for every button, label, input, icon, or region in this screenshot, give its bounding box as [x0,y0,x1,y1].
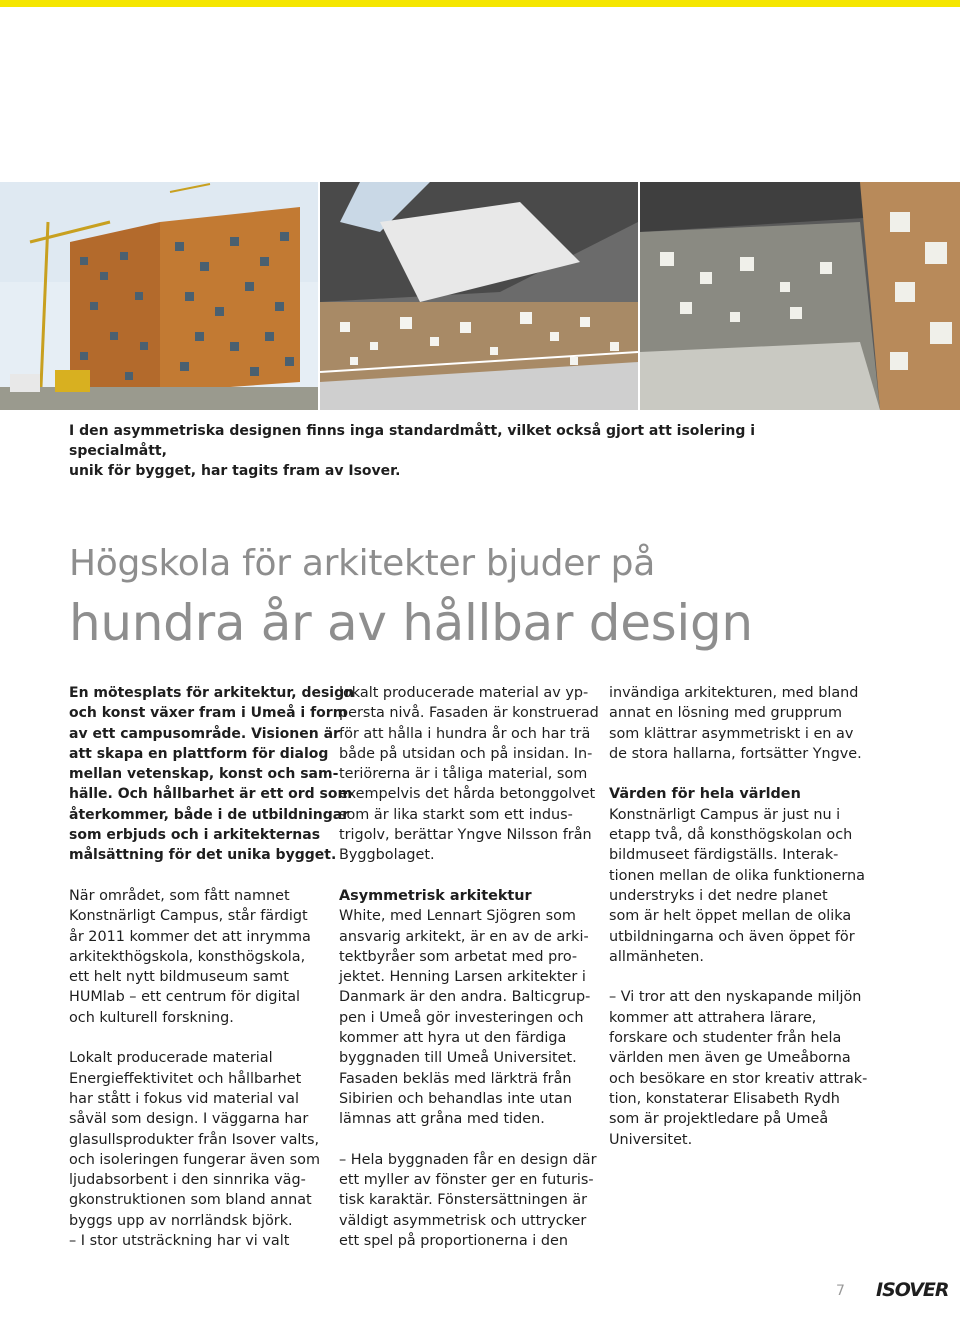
text-column-2 [339,683,599,1251]
text-line: ljudabsorbent i den sinnrika väg- [69,1172,306,1189]
text-line: de stora hallarna, fortsätter Yngve. [609,745,862,762]
text-line: gkonstruktionen som bland annat [69,1192,312,1209]
text-line: trigolv, berättar Yngve Nilsson från [339,827,592,844]
text-line: Sibirien och behandlas inte utan [339,1090,573,1107]
text-line: En mötesplats för arkitektur, design [69,685,355,701]
text-line: som erbjuds och i arkitekternas [69,827,321,844]
text-line: HUMlab – ett centrum för digital [69,989,301,1006]
lead-paragraph [69,683,355,866]
body-paragraph [69,886,319,1028]
caption-line: unik för bygget, har tagits fram av Isover. [69,463,401,479]
text-column-3 [609,683,869,1150]
text-line: När området, som fått namnet [69,887,290,904]
text-line: byggs upp av norrländsk björk. [69,1212,293,1229]
text-line: och konst växer fram i Umeå i form [69,705,348,722]
text-line: Konstnärligt Campus är just nu i [609,806,841,823]
text-line: utbildningarna och även öppet för [609,928,855,945]
text-line: ett myller av fönster ger en futuris- [339,1172,594,1189]
text-line: att skapa en plattform för dialog [69,745,329,762]
text-line: ett spel på proportionerna i den [339,1233,568,1250]
body-paragraph [69,1048,319,1251]
text-line: jektet. Henning Larsen arkitekter i [339,969,586,986]
section-subheading: Värden för hela världen [609,786,801,803]
body-paragraph [609,683,869,764]
text-line: ett helt nytt bildmuseum samt [69,969,289,986]
section-subheading: Asymmetrisk arkitektur [339,887,532,904]
photo-interior-atrium [320,182,638,410]
text-line: Universitet. [609,1131,693,1148]
text-line: mellan vetenskap, konst och sam- [69,766,339,783]
text-line: exempelvis det hårda betonggolvet [339,786,596,803]
photo-building-exterior [0,182,318,410]
text-line: världen men även ge Umeåborna [609,1050,851,1067]
text-line: Fasaden bekläs med lärkträ från [339,1070,572,1087]
top-accent-bar [0,0,960,7]
text-line: kommer att attrahera lärare, [609,1009,817,1026]
body-paragraph [339,906,594,1129]
text-line: understryks i det nedre planet [609,887,828,904]
text-line: bildmuseet färdigställs. Interak- [609,847,839,864]
text-line: hälle. Och hållbarhet är ett ord som [69,786,353,803]
text-line: tektbyråer som arbetat med pro- [339,948,578,965]
text-line: kommer att hyra ut den färdiga [339,1030,567,1047]
text-column-1 [69,683,355,1251]
text-line: glasullsprodukter från Isover valts, [69,1131,320,1148]
text-line: tionen mellan de olika funktionerna [609,867,865,884]
text-line: Lokalt producerade material [69,1050,273,1067]
headline-line-1: Högskola för arkitekter bjuder på [69,543,655,584]
text-line: etapp två, då konsthögskolan och [609,827,853,844]
text-line: – Hela byggnaden får en design där [339,1151,597,1168]
text-line: – Vi tror att den nyskapande miljön [609,989,862,1006]
logo-text: ISOVER [876,1279,949,1301]
body-paragraph [609,805,869,967]
text-line: och besökare en stor kreativ attrak- [609,1070,868,1087]
photo-caption [69,421,789,481]
text-line: och isoleringen fungerar även som [69,1151,321,1168]
text-line: arkitekthögskola, konsthögskola, [69,948,306,965]
text-line: som är lika starkt som ett indus- [339,806,573,823]
text-line: väldigt asymmetrisk och uttrycker [339,1212,587,1229]
text-line: lämnas att gråna med tiden. [339,1111,545,1128]
text-line: invändiga arkitekturen, med bland [609,685,859,701]
text-line: och kulturell forskning. [69,1009,234,1026]
text-line: återkommer, både i de utbildningar [69,806,350,823]
text-line: White, med Lennart Sjögren som [339,908,576,925]
text-line: tisk karaktär. Fönstersättningen är [339,1192,588,1209]
text-line: målsättning för det unika bygget. [69,847,337,864]
body-paragraph [609,987,869,1149]
text-line: Danmark är den andra. Balticgrup- [339,989,591,1006]
headline-line-2: hundra år av hållbar design [69,594,753,652]
text-line: år 2011 kommer det att inrymma [69,928,311,945]
text-line: för att hålla i hundra år och har trä [339,725,591,742]
text-line: pen i Umeå gör investeringen och [339,1009,584,1026]
body-paragraph [339,683,599,866]
text-line: Konstnärligt Campus, står färdigt [69,908,308,925]
body-paragraph [339,1150,597,1251]
text-line: Energieffektivitet och hållbarhet [69,1070,302,1087]
text-line: Byggbolaget. [339,847,435,864]
text-line: – I stor utsträckning har vi valt [69,1233,290,1250]
text-line: annat en lösning med grupprum [609,705,842,722]
text-line: tion, konstaterar Elisabeth Rydh [609,1090,840,1107]
page-number: 7 [836,1283,845,1299]
caption-line: I den asymmetriska designen finns inga standardmått, vilket också gjort att isolering i specialmått, [69,423,756,459]
text-line: teriörerna är i tåliga material, som [339,766,588,783]
isover-logo [876,1279,949,1301]
text-line: byggnaden till Umeå Universitet. [339,1050,577,1067]
text-line: har stått i fokus vid material val [69,1090,299,1107]
text-line: allmänheten. [609,948,704,965]
text-line: ansvarig arkitekt, är en av de arki- [339,928,589,945]
text-line: persta nivå. Fasaden är konstruerad [339,705,599,722]
text-line: av ett campusområde. Visionen är [69,725,340,742]
text-line: som är helt öppet mellan de olika [609,908,852,925]
text-line: som klättrar asymmetriskt i en av [609,725,854,742]
text-line: både på utsidan och på insidan. In- [339,745,593,762]
text-line: som är projektledare på Umeå [609,1111,829,1128]
text-line: forskare och studenter från hela [609,1030,842,1047]
text-line: lokalt producerade material av yp- [339,685,589,701]
text-line: såväl som design. I väggarna har [69,1111,309,1128]
photo-interior-hall [640,182,960,410]
